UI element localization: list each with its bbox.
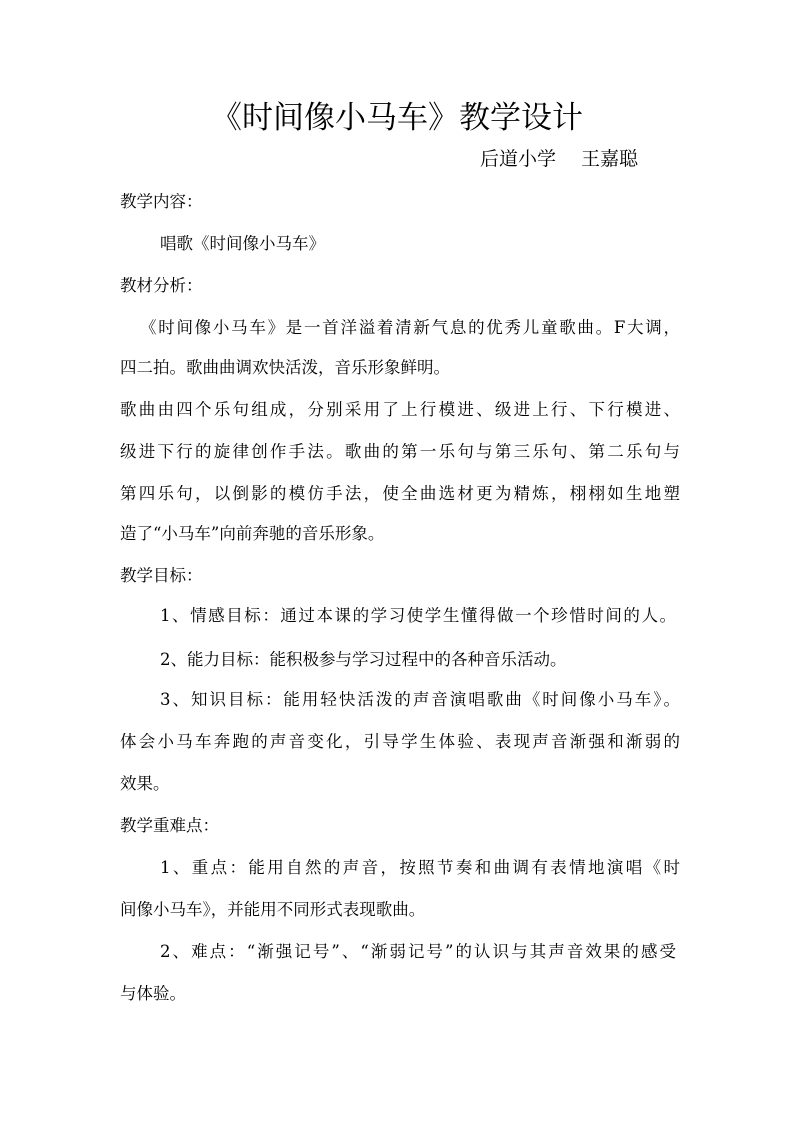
analysis-line-3: 歌曲由四个乐句组成，分别采用了上行模进、级进上行、下行模进、 — [120, 400, 680, 419]
analysis-line-4: 级进下行的旋律创作手法。歌曲的第一乐句与第三乐句、第二乐句与 — [120, 442, 680, 461]
document-title: 《时间像小马车》教学设计 — [211, 100, 583, 136]
key-point: 1、重点：能用自然的声音，按照节奏和曲调有表情地演唱《时 — [160, 858, 680, 877]
difficult-point-cont: 与体验。 — [120, 984, 186, 1003]
analysis-line-6: 造了“小马车”向前奔驰的音乐形象。 — [120, 524, 385, 543]
goal-emotion: 1、情感目标：通过本课的学习使学生懂得做一个珍惜时间的人。 — [160, 606, 676, 625]
difficult-point: 2、难点：“渐强记号”、“渐弱记号”的认识与其声音效果的感受 — [160, 942, 676, 961]
goal-knowledge: 3、知识目标：能用轻快活泼的声音演唱歌曲《时间像小马车》。 — [160, 690, 680, 709]
goal-ability: 2、能力目标：能积极参与学习过程中的各种音乐活动。 — [160, 650, 567, 669]
heading-teaching-content: 教学内容： — [120, 192, 203, 211]
heading-material-analysis: 教材分析： — [120, 276, 203, 295]
key-point-cont: 间像小马车》，并能用不同形式表现歌曲。 — [120, 900, 426, 919]
heading-key-points: 教学重难点： — [120, 816, 219, 835]
author-line: 后道小学 王嘉聪 — [480, 148, 639, 170]
teaching-content-text: 唱歌《时间像小马车》 — [160, 234, 325, 253]
heading-teaching-goals: 教学目标： — [120, 566, 203, 585]
analysis-line-2: 四二拍。歌曲曲调欢快活泼，音乐形象鲜明。 — [120, 358, 450, 377]
analysis-line-1: 《时间像小马车》是一首洋溢着清新气息的优秀儿童歌曲。F大调， — [140, 318, 680, 337]
goal-knowledge-cont-1: 体会小马车奔跑的声音变化，引导学生体验、表现声音渐强和渐弱的 — [120, 732, 680, 751]
goal-knowledge-cont-2: 效果。 — [120, 774, 170, 793]
analysis-line-5: 第四乐句，以倒影的模仿手法，使全曲选材更为精炼，栩栩如生地塑 — [120, 484, 680, 503]
